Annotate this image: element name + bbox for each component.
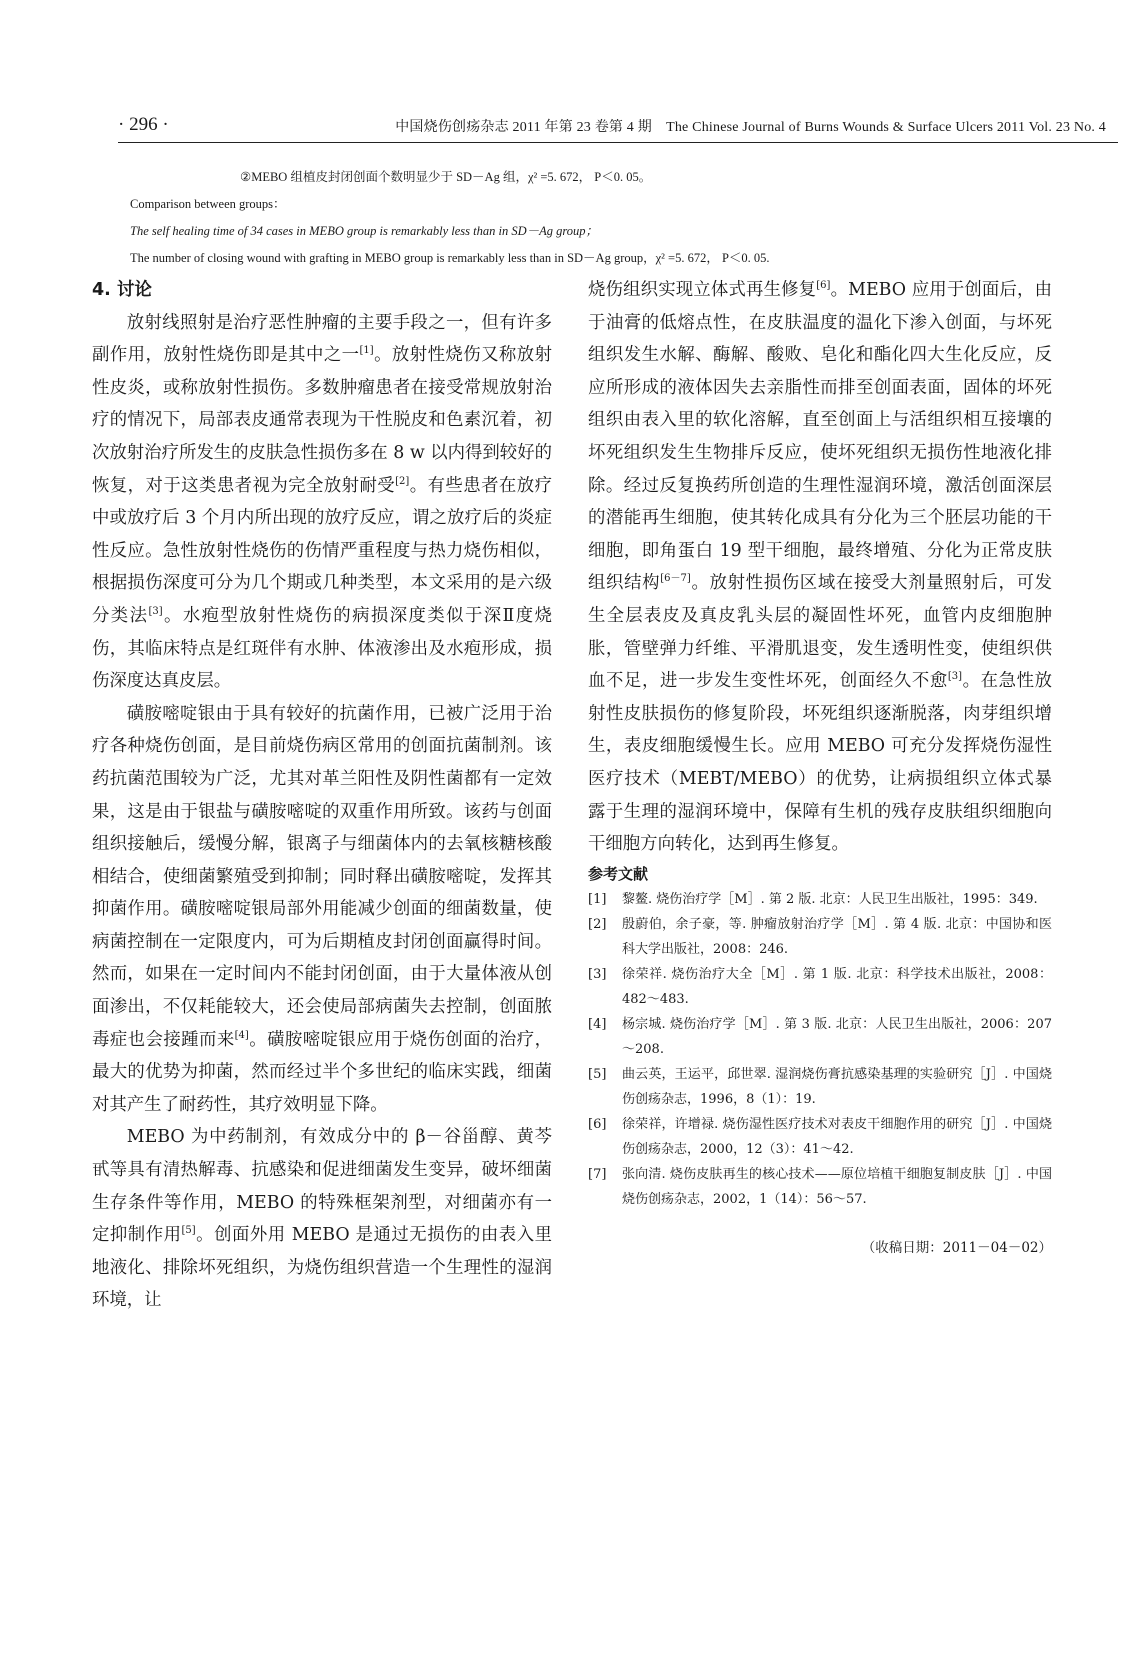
reference-text: 殷蔚伯，余子豪，等. 肿瘤放射治疗学［M］. 第 4 版. 北京：中国协和医科大学出版社，2008：246.: [622, 916, 1052, 957]
citation-ref: [1]: [359, 345, 374, 357]
right-column: [588, 274, 1052, 1264]
paragraph-text: 磺胺嘧啶银由于具有较好的抗菌作用，已被广泛用于治疗各种烧伤创面，是目前烧伤病区常用的创面抗菌制剂。该药抗菌范围较为广泛，尤其对革兰阳性及阴性菌都有一定效果，这是由于银盐与磺胺嘧啶的双重作用所致。该药与创面组织接触后，缓慢分解，银离子与细菌体内的去氧核糖核酸相结合，使细菌繁殖受到抑制；同时释出磺胺嘧啶，发挥其抑菌作用。磺胺嘧啶银局部外用能减少创面的细菌数量，使病菌控制在一定限度内，可为后期植皮封闭创面赢得时间。然而，如果在一定时间内不能封闭创面，由于大量体液从创面渗出，不仅耗能较大，还会使局部病菌失去控制，创面脓毒症也会接踵而来: [92, 703, 552, 1050]
reference-item: [588, 1112, 1052, 1162]
paragraph-text: 烧伤组织实现立体式再生修复: [588, 280, 817, 300]
reference-item: [588, 962, 1052, 1012]
citation-ref: [3]: [947, 671, 963, 683]
reference-text: 徐荣祥. 烧伤治疗大全［M］. 第 1 版. 北京：科学技术出版社，2008：482～483.: [622, 966, 1052, 1007]
reference-number: [6]: [588, 1116, 607, 1132]
table-notes: [130, 164, 1090, 272]
reference-text: 黎鳌. 烧伤治疗学［M］. 第 2 版. 北京：人民卫生出版社，1995：349.: [622, 891, 1038, 907]
reference-text: 张向清. 烧伤皮肤再生的核心技术——原位培植干细胞复制皮肤［J］. 中国烧伤创疡杂志，2002，1（14）：56～57.: [622, 1166, 1052, 1207]
paragraph-text: 。磺胺嘧啶银应用于烧伤创面的治疗，最大的优势为抑菌，然而经过半个多世纪的临床实践，细菌对其产生了耐药性，其疗效明显下降。: [92, 1029, 552, 1115]
paragraph-text: 。有些患者在放疗中或放疗后 3 个月内所出现的放疗反应，谓之放疗后的炎症性反应。急性放射性烧伤的伤情严重程度与热力烧伤相似，根据损伤深度可分为几个期或几种类型，本文采用的是六级分类法: [92, 475, 552, 626]
references-title: 参考文献: [588, 864, 649, 883]
citation-ref: [5]: [181, 1225, 196, 1237]
reference-text: 曲云英，王运平，邱世翠. 湿润烧伤膏抗感染基理的实验研究［J］. 中国烧伤创疡杂志，1996，8（1）：19.: [622, 1066, 1052, 1107]
journal-citation: 中国烧伤创疡杂志 2011 年第 23 卷第 4 期 The Chinese Journal of Burns Wounds & Surface Ulcers 2011 Vol. 23 No. 4: [395, 120, 1106, 135]
table-note-1: ②MEBO 组植皮封闭创面个数明显少于 SD－Ag 组，χ² =5. 672， P＜0. 05。: [240, 170, 652, 184]
paragraph-text: 。MEBO 应用于创面后，由于油膏的低熔点性，在皮肤温度的温化下渗入创面，与坏死组织发生水解、酶解、酸败、皂化和酯化四大生化反应，反应所形成的液体因失去亲脂性而排至创面表面，固体的坏死组织由表入里的软化溶解，直至创面上与活组织相互接壤的坏死组织发生生物排斥反应，使坏死组织无损伤性地液化排除。经过反复换药所创造的生理性湿润环境，激活创面深层的潜能再生细胞，使其转化成具有分化为三个胚层功能的干细胞，即角蛋白 19 型干细胞，最终增殖、分化为正常皮肤组织结构: [588, 280, 1052, 594]
section-title-discussion: 4. 讨论: [92, 280, 152, 300]
reference-item: [588, 1162, 1052, 1212]
table-note-2: Comparison between groups：: [130, 197, 286, 211]
table-note-4: The number of closing wound with grafting in MEBO group is remarkably less than in SD－Ag group，χ² =5. 672， P＜0. 05.: [130, 251, 770, 265]
received-date: （收稿日期：2011－04－02）: [861, 1239, 1052, 1256]
reference-item: [588, 1012, 1052, 1062]
reference-text: 徐荣祥，许增禄. 烧伤湿性医疗技术对表皮干细胞作用的研究［J］. 中国烧伤创疡杂志，2000，12（3）：41～42.: [622, 1116, 1052, 1157]
paragraph-text: 。放射性损伤区域在接受大剂量照射后，可发生全层表皮及真皮乳头层的凝固性坏死，血管内皮细胞肿胀，管壁弹力纤维、平滑肌退变，发生透明性变，使组织供血不足，进一步发生变性坏死，创面经久不愈: [588, 573, 1052, 692]
citation-ref: [6－7]: [660, 573, 691, 585]
reference-list: [588, 887, 1052, 1212]
table-note-3: The self healing time of 34 cases in MEBO group is remarkably less than in SD－Ag group；: [130, 224, 599, 238]
paragraph-sd-ag: [92, 698, 552, 1122]
paragraph-text: 。在急性放射性皮肤损伤的修复阶段，坏死组织逐渐脱落，肉芽组织增生，表皮细胞缓慢生长。应用 MEBO 可充分发挥烧伤湿性医疗技术（MEBT/MEBO）的优势，让病损组织立体式暴露于生理的湿润环境中，保障有生机的残存皮肤组织细胞向干细胞方向转化，达到再生修复。: [588, 671, 1052, 855]
paragraph-text: 。创面外用 MEBO 是通过无损伤的由表入里地液化、排除坏死组织，为烧伤组织营造一个生理性的湿润环境，让: [92, 1225, 552, 1311]
paragraph-radiation-burns: [92, 307, 552, 698]
reference-number: [4]: [588, 1016, 607, 1032]
citation-ref: [4]: [234, 1029, 249, 1041]
reference-number: [2]: [588, 916, 607, 932]
reference-number: [3]: [588, 966, 607, 982]
running-header: [118, 114, 1118, 143]
paragraph-text: 。水疱型放射性烧伤的病损深度类似于深Ⅱ度烧伤，其临床特点是红斑伴有水肿、体液渗出及水疱形成，损伤深度达真皮层。: [92, 605, 552, 692]
reference-item: [588, 912, 1052, 962]
paragraph-text: 放射线照射是治疗恶性肿瘤的主要手段之一，但有许多副作用，放射性烧伤即是其中之一: [92, 312, 552, 366]
citation-ref: [6]: [816, 280, 831, 292]
page-number: · 296 ·: [118, 114, 169, 135]
reference-number: [7]: [588, 1166, 607, 1182]
citation-ref: [2]: [395, 475, 410, 487]
reference-number: [1]: [588, 891, 607, 907]
paragraph-mebo-continued: [588, 274, 1052, 861]
paragraph-mebo: [92, 1121, 552, 1317]
paragraph-text: 。放射性烧伤又称放射性皮炎，或称放射性损伤。多数肿瘤患者在接受常规放射治疗的情况下，局部表皮通常表现为干性脱皮和色素沉着，初次放射治疗所发生的皮肤急性损伤多在 8 w 以内得到较好的恢复，对于这类患者视为完全放射耐受: [92, 345, 552, 496]
reference-text: 杨宗城. 烧伤治疗学［M］. 第 3 版. 北京：人民卫生出版社，2006：207～208.: [622, 1016, 1052, 1057]
left-column: [92, 274, 552, 1317]
reference-item: [588, 1062, 1052, 1112]
paragraph-text: MEBO 为中药制剂，有效成分中的 β－谷甾醇、黄芩甙等具有清热解毒、抗感染和促进细菌发生变异，破坏细菌生存条件等作用，MEBO 的特殊框架剂型，对细菌亦有一定抑制作用: [92, 1127, 552, 1246]
reference-number: [5]: [588, 1066, 607, 1082]
reference-item: [588, 887, 1052, 912]
citation-ref: [3]: [148, 606, 163, 618]
